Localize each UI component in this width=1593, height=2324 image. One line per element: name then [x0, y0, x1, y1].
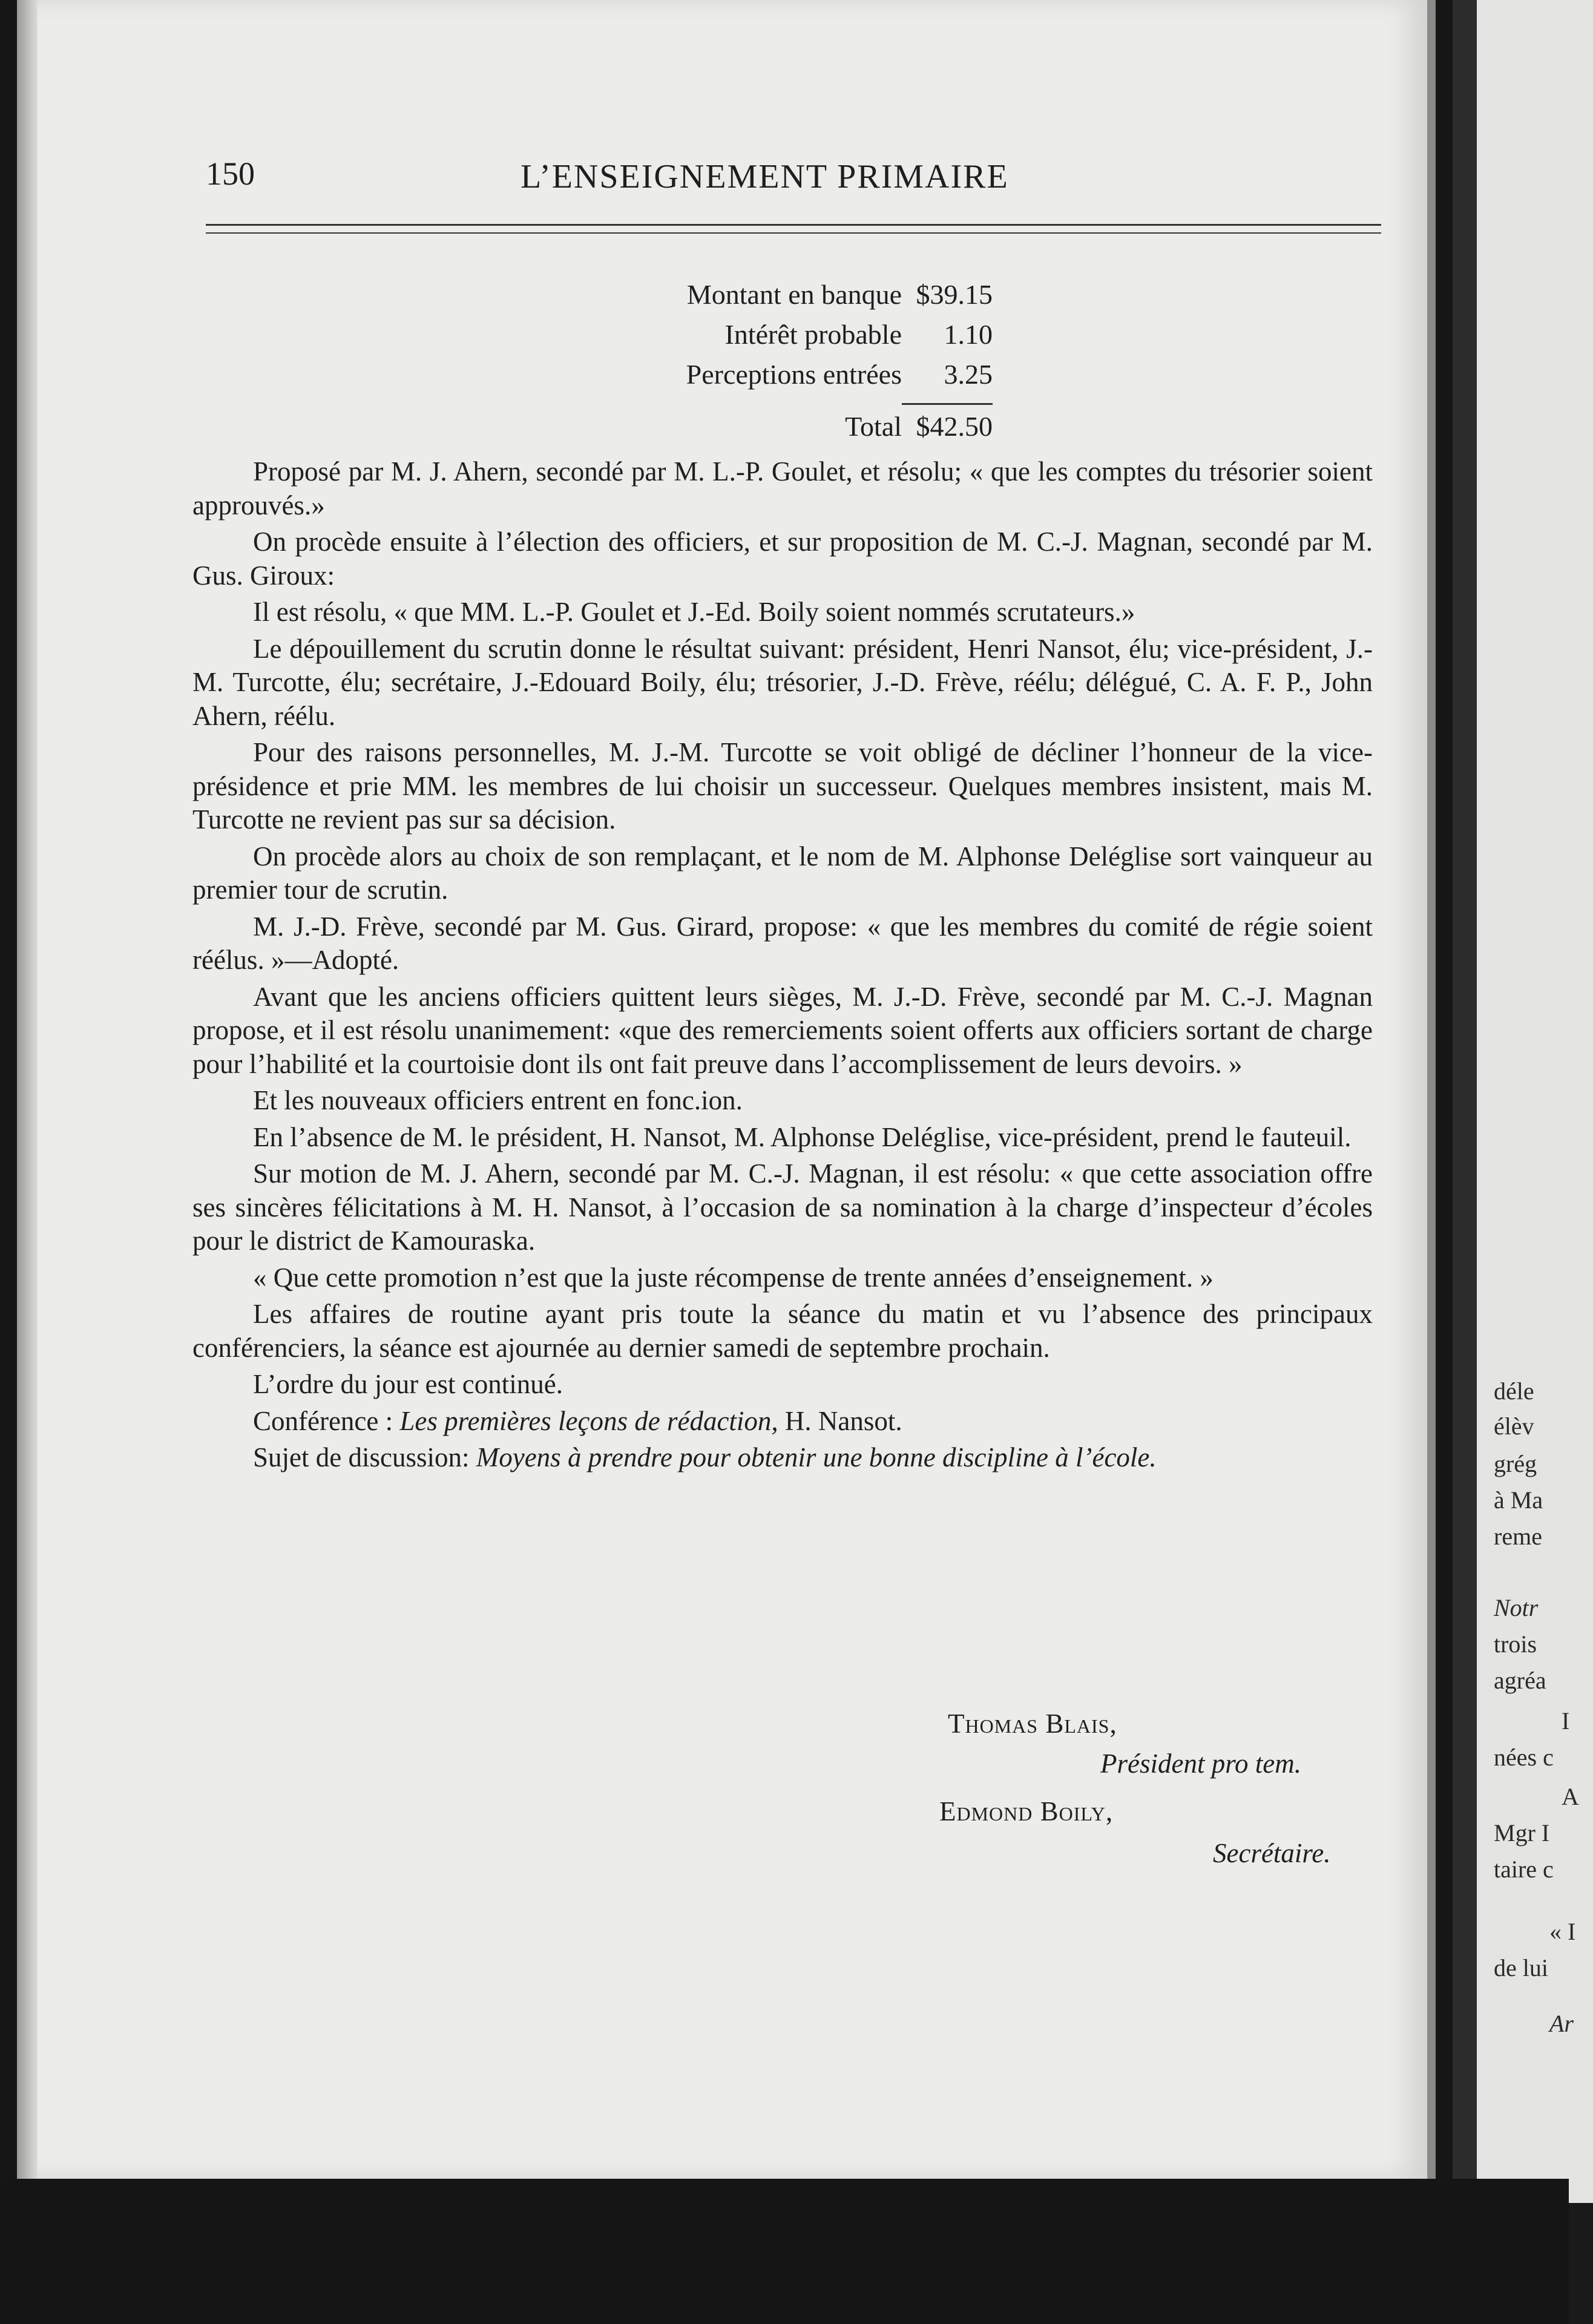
facing-page-fragment: agréa — [1494, 1667, 1546, 1694]
facing-page-fragment: de lui — [1494, 1954, 1548, 1981]
page-gutter-shadow — [17, 0, 38, 2179]
paragraph: Proposé par M. J. Ahern, secondé par M. L.-P. Goulet, et résolu; « que les comptes du trésorier soient approuvés.» — [192, 456, 1373, 520]
facing-page-fragment: Notr — [1494, 1594, 1539, 1621]
facing-page-fragment: taire c — [1494, 1856, 1554, 1883]
conference-title: Les premières leçons de rédaction, — [399, 1405, 778, 1436]
minutes-body — [192, 455, 1373, 1478]
facing-page-fragment: Ar — [1549, 2010, 1574, 2037]
paragraph: On procède alors au choix de son remplaçant, et le nom de M. Alphonse Deléglise sort vainqueur au premier tour de scrutin. — [192, 841, 1373, 905]
conference-speaker: H. Nansot. — [778, 1405, 902, 1436]
conference-label: Conférence : — [253, 1405, 400, 1436]
facing-page-fragment: élèv — [1494, 1413, 1534, 1440]
paragraph: On procède ensuite à l’élection des officiers, et sur proposition de M. C.-J. Magnan, secondé par M. Gus. Giroux: — [192, 527, 1373, 591]
treasurer-ledger — [593, 278, 1017, 450]
facing-page-fragment: déle — [1494, 1377, 1534, 1405]
facing-page-fragment: Mgr I — [1494, 1819, 1550, 1846]
discussion-topic: Moyens à prendre pour obtenir une bonne discipline à l’école. — [476, 1442, 1157, 1472]
discussion-label: Sujet de discussion: — [253, 1442, 476, 1472]
facing-page-fragment: I — [1562, 1707, 1570, 1735]
header-rule — [206, 224, 1381, 226]
paragraph: Avant que les anciens officiers quittent leurs sièges, M. J.-D. Frève, secondé par M. C.-J. Magnan propose, et il est résolu unanimement: «que des remerciements soient offerts aux officiers sortant de charge pour l’habilité et la courtoisie dont ils ont fait preuve dans l’accomplissement de leurs devoirs. » — [192, 981, 1373, 1079]
ledger-row — [593, 358, 1017, 398]
ledger-label: Intérêt probable — [724, 319, 902, 350]
paragraph: Sur motion de M. J. Ahern, secondé par M. C.-J. Magnan, il est résolu: « que cette association offre ses sincères félicitations à M. H. Nansot, à l’occasion de sa nomination à la charge d’inspecteur d’écoles pour le district de Kamouraska. — [192, 1158, 1373, 1256]
ledger-total-amount: $42.50 — [916, 411, 993, 442]
facing-page-fragment: reme — [1494, 1523, 1542, 1550]
ledger-row — [593, 278, 1017, 318]
ledger-sum-rule — [902, 403, 993, 405]
header-rule — [206, 232, 1381, 234]
facing-page-fragment: à Ma — [1494, 1486, 1543, 1514]
scan-bottom-margin — [0, 2179, 1569, 2324]
facing-page-fragment: nées c — [1494, 1744, 1554, 1771]
facing-page-fragment: A — [1562, 1783, 1579, 1810]
signature-role: Secrétaire. — [1213, 1838, 1331, 1868]
facing-page-fragment: trois — [1494, 1630, 1537, 1658]
paragraph: En l’absence de M. le président, H. Nansot, M. Alphonse Deléglise, vice-président, prend le fauteuil. — [253, 1121, 1352, 1152]
conference-paragraph — [192, 1405, 1373, 1439]
signature-role: Président pro tem. — [1100, 1748, 1302, 1779]
facing-page-edge — [1453, 0, 1593, 2203]
paragraph: Le dépouillement du scrutin donne le résultat suivant: président, Henri Nansot, élu; vice-président, J.-M. Turcotte, élu; secrétaire, J.-Edouard Boily, élu; trésorier, J.-D. Frève, réélu; délégué, C. A. F. P., John Ahern, réélu. — [192, 633, 1373, 731]
paragraph: L’ordre du jour est continué. — [253, 1369, 563, 1399]
signature-name: Edmond Boily, — [939, 1796, 1114, 1827]
running-title: L’ENSEIGNEMENT PRIMAIRE — [521, 158, 1009, 195]
paragraph: Et les nouveaux officiers entrent en fonc.ion. — [253, 1085, 743, 1115]
paragraph: M. J.-D. Frève, secondé par M. Gus. Girard, propose: « que les membres du comité de régie soient réélus. »—Adopté. — [192, 911, 1373, 975]
ledger-amount: 3.25 — [944, 359, 993, 390]
page-number: 150 — [206, 156, 255, 192]
paragraph: Pour des raisons personnelles, M. J.-M. Turcotte se voit obligé de décliner l’honneur de la vice-présidence et prie MM. les membres de lui choisir un successeur. Quelques membres insistent, mais M. Turcotte ne revient pas sur sa décision. — [192, 737, 1373, 835]
discussion-paragraph — [192, 1441, 1373, 1475]
ledger-amount: 1.10 — [944, 319, 993, 350]
signature-name: Thomas Blais, — [948, 1709, 1117, 1739]
ledger-total-label: Total — [845, 411, 902, 442]
ledger-total-row — [593, 410, 1017, 450]
ledger-label: Perceptions entrées — [686, 359, 902, 390]
ledger-row — [593, 318, 1017, 358]
ledger-amount: $39.15 — [916, 279, 993, 310]
paragraph: « Que cette promotion n’est que la juste récompense de trente années d’enseignement. » — [253, 1262, 1214, 1293]
facing-page-fragment: grég — [1494, 1450, 1537, 1477]
running-head — [182, 155, 1392, 203]
facing-page-fragment: « I — [1549, 1918, 1576, 1945]
paragraph: Les affaires de routine ayant pris toute la séance du matin et vu l’absence des principaux conférenciers, la séance est ajournée au dernier samedi de septembre prochain. — [192, 1299, 1373, 1363]
ledger-label: Montant en banque — [686, 279, 902, 310]
paragraph: Il est résolu, « que MM. L.-P. Goulet et J.-Ed. Boily soient nommés scrutateurs.» — [253, 597, 1135, 627]
